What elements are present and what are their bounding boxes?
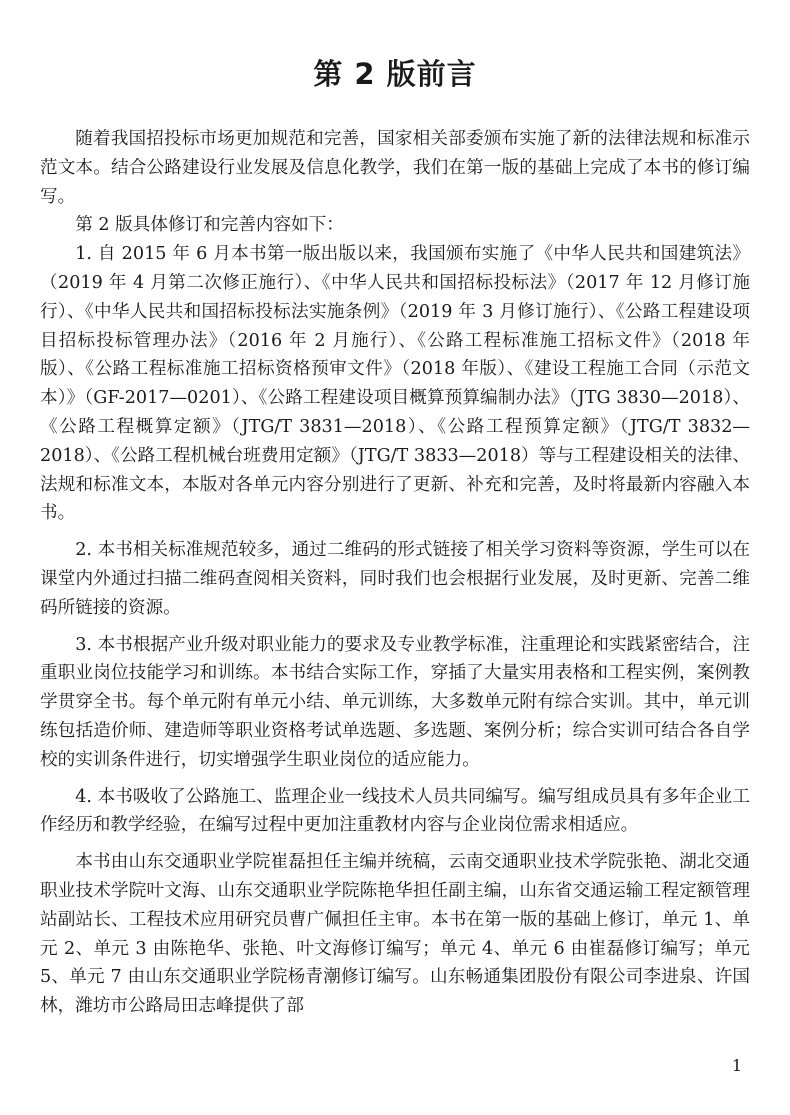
paragraph-item-2: 2. 本书相关标准规范较多，通过二维码的形式链接了相关学习资料等资源，学生可以在课堂内外通过扫描二维码查阅相关资料，同时我们也会根据行业发展，及时更新、完善二维码所链接的资源。 — [40, 540, 750, 618]
page-number: 1 — [731, 1056, 742, 1075]
paragraph-item-4: 4. 本书吸收了公路施工、监理企业一线技术人员共同编写。编写组成员具有多年企业工作经历和教学经验，在编写过程中更加注重教材内容与企业岗位需求相适应。 — [40, 786, 750, 836]
body-text — [40, 125, 750, 1021]
paragraph-revision-heading: 第 2 版具体修订和完善内容如下： — [75, 215, 344, 236]
paragraph-item-1: 1. 自 2015 年 6 月本书第一版出版以来，我国颁布实施了《中华人民共和国建筑法》（2019 年 4 月第二次修正施行）、《中华人民共和国招标投标法》（2017 年 12 月修订施行）、《中华人民共和国招标投标法实施条例》（2019 年 3 月修订施行）、《公路工程建设项目招标投标管理办法》（2016 年 2 月施行）、《公路工程标准施工招标文件》（2018 年版）、《公路工程标准施工招标资格预审文件》（2018 年版）、《建设工程施工合同（示范文本）》（GF-2017—0201）、《公路工程建设项目概算预算编制办法》（JTG 3830—2018）、《公路工程概算定额》（JTG/T 3831—2018）、《公路工程预算定额》（JTG/T 3832—2018）、《公路工程机械台班费用定额》（JTG/T 3833—2018）等与工程建设相关的法律、法规和标准文本，本版对各单元内容分别进行了更新、补充和完善，及时将最新内容融入本书。 — [40, 244, 750, 524]
paragraph-item-3: 3. 本书根据产业升级对职业能力的要求及专业教学标准，注重理论和实践紧密结合，注重职业岗位技能学习和训练。本书结合实际工作，穿插了大量实用表格和工程实例，案例教学贯穿全书。每个单元附有单元小结、单元训练，大多数单元附有综合实训。其中，单元训练包括造价师、建造师等职业资格考试单选题、多选题、案例分析；综合实训可结合各自学校的实训条件进行，切实增强学生职业岗位的适应能力。 — [40, 634, 750, 770]
page-title: 第 2 版前言 — [313, 57, 477, 91]
paragraph-authors: 本书由山东交通职业学院崔磊担任主编并统稿，云南交通职业技术学院张艳、湖北交通职业技术学院叶文海、山东交通职业学院陈艳华担任副主编，山东省交通运输工程定额管理站副站长、工程技术应用研究员曹广佩担任主审。本书在第一版的基础上修订，单元 1、单元 2、单元 3 由陈艳华、张艳、叶文海修订编写；单元 4、单元 6 由崔磊修订编写；单元 5、单元 7 由山东交通职业学院杨青潮修订编写。山东畅通集团股份有限公司李进泉、许国林，潍坊市公路局田志峰提供了部 — [40, 852, 750, 1017]
paragraph-intro: 随着我国招投标市场更加规范和完善，国家相关部委颁布实施了新的法律法规和标准示范文本。结合公路建设行业发展及信息化教学，我们在第一版的基础上完成了本书的修订编写。 — [40, 129, 750, 207]
